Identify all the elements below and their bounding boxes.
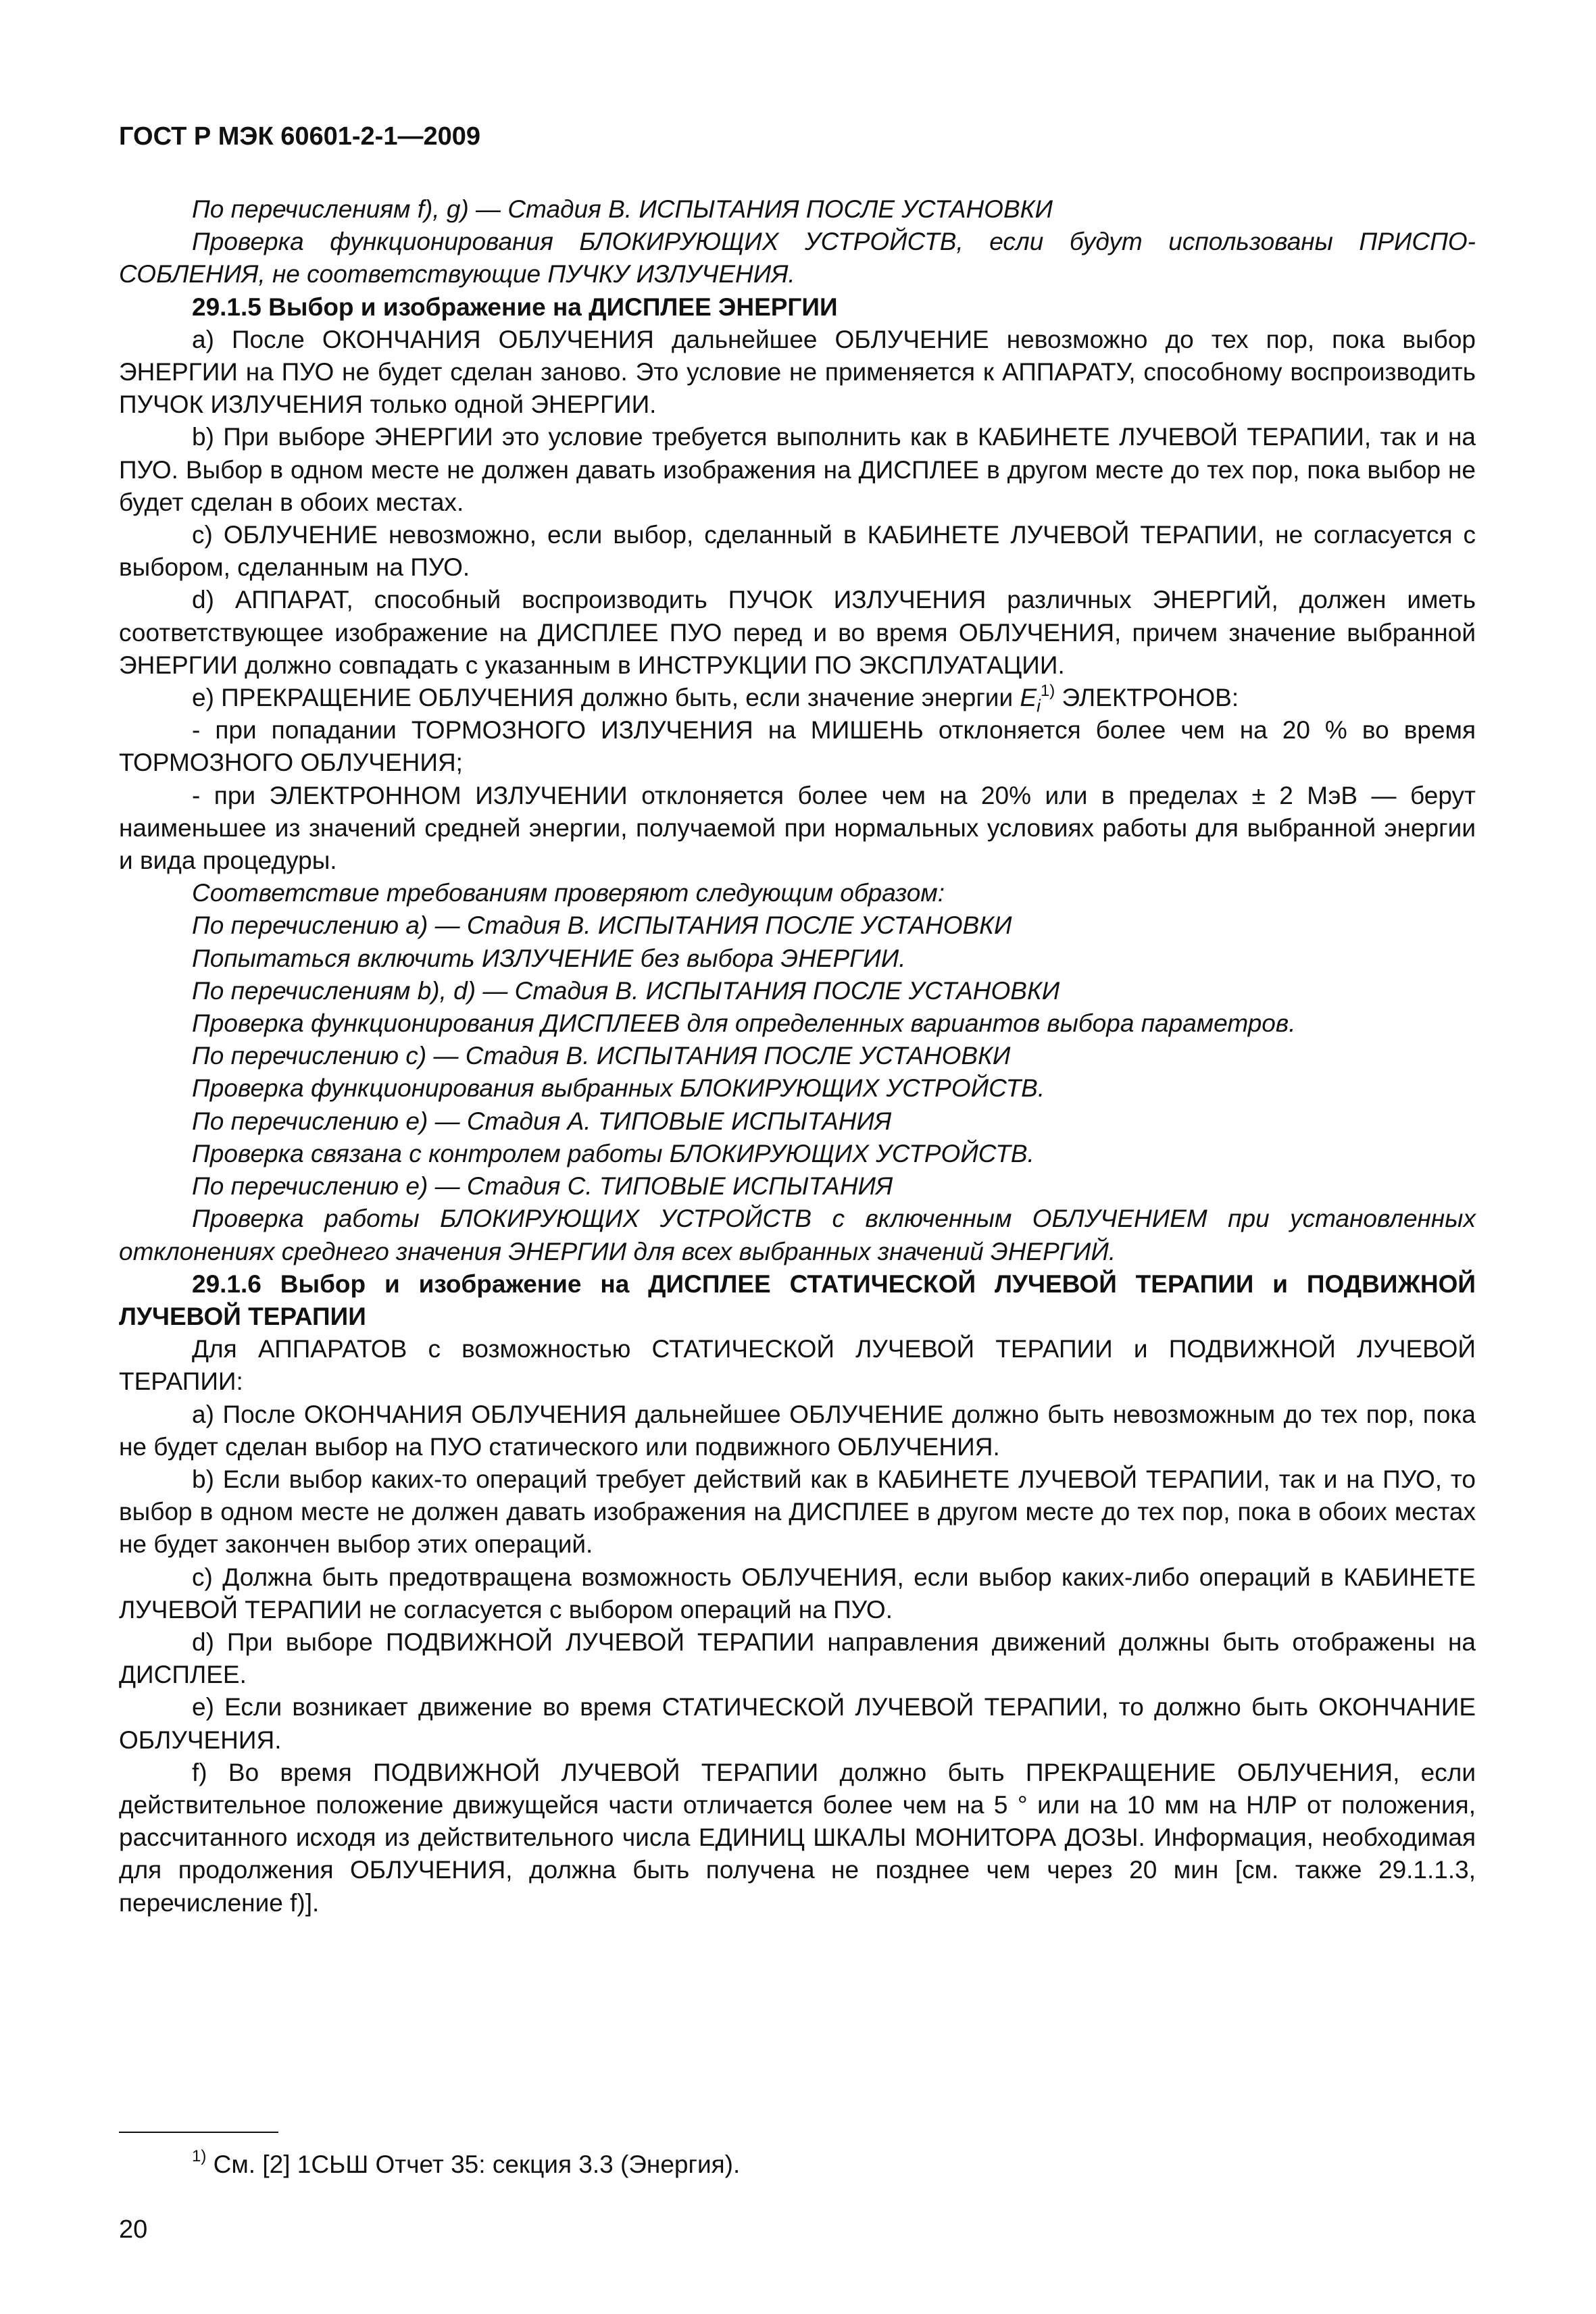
- document-body: [119, 193, 1476, 1919]
- section-heading: 29.1.6 Выбор и изображение на ДИСПЛЕЕ СТАТИЧЕСКОЙ ЛУЧЕВОЙ ТЕРАПИИ и ПОДВИЖНОЙ ЛУЧЕВОЙ ТЕРАПИИ: [119, 1269, 1476, 1330]
- paragraph-e-before: е) ПРЕКРАЩЕНИЕ ОБЛУЧЕНИЯ должно быть, если значение энергии: [192, 684, 1020, 712]
- paragraph: c) Должна быть предотвращена возможность ОБЛУЧЕНИЯ, если выбор каких-либо операций в КАБИНЕТЕ ЛУЧЕВОЙ ТЕРАПИИ не согласуется с выбором операций на ПУО.: [119, 1563, 1476, 1624]
- footnote: [192, 2148, 740, 2181]
- paragraph: d) АППАРАТ, способный воспроизводить ПУЧОК ИЗЛУЧЕНИЯ различных ЭНЕРГИЙ, должен иметь соответствующее изображение на ДИСПЛЕЕ ПУО перед и во время ОБЛУЧЕНИЯ, причем значение выбранной ЭНЕРГИИ должно совпадать с указанным в ИНСТРУКЦИИ ПО ЭКСПЛУАТАЦИИ.: [119, 586, 1476, 679]
- paragraph: Попытаться включить ИЗЛУЧЕНИЕ без выбора ЭНЕРГИИ.: [192, 944, 906, 972]
- paragraph: Проверка связана с контролем работы БЛОКИРУЮЩИХ УСТРОЙСТВ.: [192, 1139, 1034, 1167]
- paragraph: c) ОБЛУЧЕНИЕ невозможно, если выбор, сделанный в КАБИНЕТЕ ЛУЧЕВОЙ ТЕРАПИИ, не согласуется с выбором, сделанным на ПУО.: [119, 521, 1476, 582]
- paragraph: По перечислению а) — Стадия В. ИСПЫТАНИЯ ПОСЛЕ УСТАНОВКИ: [192, 911, 1012, 940]
- paragraph: d) При выборе ПОДВИЖНОЙ ЛУЧЕВОЙ ТЕРАПИИ направления движений должны быть отображены на ДИСПЛЕЕ.: [119, 1628, 1476, 1689]
- paragraph: f) Во время ПОДВИЖНОЙ ЛУЧЕВОЙ ТЕРАПИИ должно быть ПРЕКРАЩЕНИЕ ОБЛУЧЕНИЯ, если действительное положение движущейся части отличается более чем на 5 ° или на 10 мм на НЛР от положения, рассчитанного исходя из действительного числа ЕДИНИЦ ШКАЛЫ МОНИТОРА ДОЗЫ. Информация, необходимая для продолжения ОБЛУЧЕНИЯ, должна быть получена не позднее чем через 20 мин [см. также 29.1.1.3, перечисление f)].: [119, 1758, 1476, 1917]
- paragraph: e) Если возникает движение во время СТАТИЧЕСКОЙ ЛУЧЕВОЙ ТЕРАПИИ, то должно быть ОКОНЧАНИЕ ОБЛУЧЕНИЯ.: [119, 1693, 1476, 1754]
- footnote-ref: 1): [1040, 681, 1055, 700]
- document-header: ГОСТ Р МЭК 60601-2-1—2009: [119, 122, 480, 151]
- section-heading: 29.1.5 Выбор и изображение на ДИСПЛЕЕ ЭНЕРГИИ: [192, 293, 838, 321]
- paragraph: - при ЭЛЕКТРОННОМ ИЗЛУЧЕНИИ отклоняется более чем на 20% или в пределах ± 2 МэВ — берут наименьшее из значений средней энергии, получаемой при нормальных условиях работы для выбранной энергии и вида процедуры.: [119, 781, 1476, 875]
- paragraph: По перечислению е) — Стадия С. ТИПОВЫЕ ИСПЫТАНИЯ: [192, 1172, 893, 1201]
- paragraph: b) Если выбор каких-то операций требует действий как в КАБИНЕТЕ ЛУЧЕВОЙ ТЕРАПИИ, так и на ПУО, то выбор в одном месте не должен давать изображения на ДИСПЛЕЕ в другом месте до тех пор, пока в обоих местах не будет закончен выбор этих операций.: [119, 1465, 1476, 1559]
- paragraph: Проверка функционирования ДИСПЛЕЕВ для определенных вариантов выбора параметров.: [192, 1009, 1296, 1038]
- footnote-marker: 1): [192, 2146, 207, 2165]
- energy-symbol: E: [1020, 684, 1037, 712]
- paragraph: Проверка функционирования выбранных БЛОКИРУЮЩИХ УСТРОЙСТВ.: [192, 1074, 1045, 1103]
- paragraph: а) После ОКОНЧАНИЯ ОБЛУЧЕНИЯ дальнейшее ОБЛУЧЕНИЕ должно быть невозможным до тех пор, пока не будет сделан выбор на ПУО статического или подвижного ОБЛУЧЕНИЯ.: [119, 1400, 1476, 1461]
- paragraph: Проверка работы БЛОКИРУЮЩИХ УСТРОЙСТВ с включенным ОБЛУЧЕНИЕМ при установленных отклонениях среднего значения ЭНЕРГИИ для всех выбранных значений ЭНЕРГИЙ.: [119, 1205, 1476, 1265]
- paragraph: По перечислению c) — Стадия В. ИСПЫТАНИЯ ПОСЛЕ УСТАНОВКИ: [192, 1042, 1011, 1070]
- footnote-divider: [119, 2132, 278, 2133]
- paragraph: По перечислениям f), g) — Стадия В. ИСПЫТАНИЯ ПОСЛЕ УСТАНОВКИ: [192, 195, 1053, 223]
- paragraph-e: [119, 682, 1476, 714]
- energy-subscript: i: [1037, 695, 1041, 716]
- paragraph: По перечислению е) — Стадия А. ТИПОВЫЕ ИСПЫТАНИЯ: [192, 1107, 892, 1135]
- paragraph: Проверка функционирования БЛОКИРУЮЩИХ УСТРОЙСТВ, если будут использованы ПРИСПОСОБЛЕНИЯ, не соответствующие ПУЧКУ ИЗЛУЧЕНИЯ.: [119, 228, 1476, 288]
- footnote-text: См. [2] 1СЬШ Отчет 35: секция 3.3 (Энергия).: [206, 2150, 741, 2178]
- page-number: 20: [119, 2215, 148, 2244]
- paragraph: а) После ОКОНЧАНИЯ ОБЛУЧЕНИЯ дальнейшее ОБЛУЧЕНИЕ невозможно до тех пор, пока выбор ЭНЕРГИИ на ПУО не будет сделан заново. Это условие не применяется к АППАРАТУ, способному воспроизводить ПУЧОК ИЗЛУЧЕНИЯ только одной ЭНЕРГИИ.: [119, 325, 1476, 419]
- paragraph: - при попадании ТОРМОЗНОГО ИЗЛУЧЕНИЯ на МИШЕНЬ отклоняется более чем на 20 % во время ТОРМОЗНОГО ОБЛУЧЕНИЯ;: [119, 716, 1476, 777]
- paragraph: Соответствие требованиям проверяют следующим образом:: [192, 879, 945, 907]
- paragraph-e-after: ЭЛЕКТРОНОВ:: [1055, 684, 1239, 712]
- paragraph: Для АППАРАТОВ с возможностью СТАТИЧЕСКОЙ ЛУЧЕВОЙ ТЕРАПИИ и ПОДВИЖНОЙ ЛУЧЕВОЙ ТЕРАПИИ:: [119, 1335, 1476, 1396]
- paragraph: По перечислениям b), d) — Стадия В. ИСПЫТАНИЯ ПОСЛЕ УСТАНОВКИ: [192, 976, 1060, 1005]
- paragraph: b) При выборе ЭНЕРГИИ это условие требуется выполнить как в КАБИНЕТЕ ЛУЧЕВОЙ ТЕРАПИИ, так и на ПУО. Выбор в одном месте не должен давать изображения на ДИСПЛЕЕ в другом месте до тех пор, пока выбор не будет сделан в обоих местах.: [119, 423, 1476, 516]
